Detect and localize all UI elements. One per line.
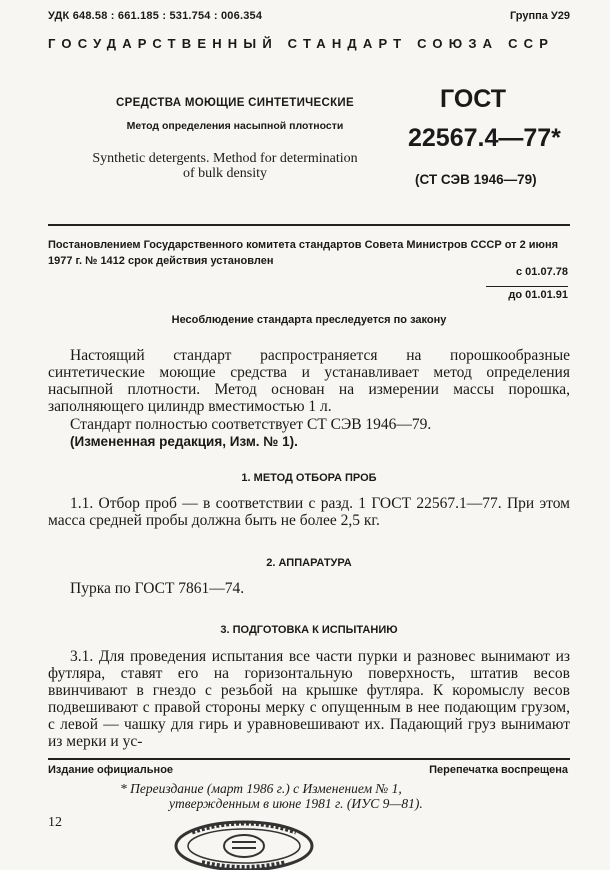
group-code: Группа У29	[509, 10, 570, 22]
effective-from-date: с 01.07.78	[516, 266, 568, 278]
amendment-note-text: (Измененная редакция, Изм. № 1).	[70, 434, 298, 449]
legal-warning: Несоблюдение стандарта преследуется по закону	[171, 314, 447, 326]
header-divider	[48, 224, 570, 226]
intro-paragraph-text: Настоящий стандарт распространяется на порошкообразные синтетические моющие средства и устанавливает метод определения насыпной плотности. Метод основан на измерении массы порошка, заполняющего цилиндр вместимостью 1 л.	[48, 347, 570, 415]
resolution-text: Постановлением Государственного комитета стандартов Совета Министров СССР от 2 июня 1977 г. № 1412 срок действия установлен	[48, 239, 559, 267]
official-edition-label: Издание официальное	[48, 764, 174, 776]
intro-paragraph	[48, 347, 570, 415]
effective-to-date: до 01.01.91	[486, 286, 568, 301]
reprint-prohibited-label: Перепечатка воспрещена	[429, 764, 568, 776]
compliance-paragraph	[48, 416, 570, 433]
section-2-text: Пурка по ГОСТ 7861—74.	[70, 580, 245, 597]
section-3-paragraph	[48, 648, 570, 750]
udk-code: УДК 648.58 : 661.185 : 531.754 : 006.354	[48, 10, 263, 22]
section-3-text: 3.1. Для проведения испытания все части пурки и разновес вынимают из футляра, ставят его на горизонтальную поверхность, штатив весов ввинчивают в гнездо с резьбой на крышке футляра. К коромыслу весов подвешивают с правой стороны мерку с опущенным в нее подающим грузом, с левой — чашку для гирь и уравновешивают их. Падающий груз вынимают из мерки и ус-	[48, 648, 570, 750]
section-2-paragraph	[48, 580, 570, 597]
section-1-text: 1.1. Отбор проб — в соответствии с разд. 1 ГОСТ 22567.1—77. При этом масса средней пробы должна быть не более 2,5 кг.	[48, 495, 570, 529]
state-standard-banner: ГОСУДАРСТВЕННЫЙ СТАНДАРТ СОЮЗА ССР	[48, 36, 555, 51]
title-en-line-2: of bulk density	[183, 166, 267, 181]
section-1-heading: 1. МЕТОД ОТБОРА ПРОБ	[241, 472, 377, 484]
reissue-line-2: утвержденным в июне 1981 г. (ИУС 9—81).	[169, 796, 423, 811]
sev-reference: (СТ СЭВ 1946—79)	[415, 172, 537, 187]
gost-label: ГОСТ	[440, 85, 506, 113]
library-stamp-icon	[172, 810, 317, 870]
compliance-paragraph-text: Стандарт полностью соответствует СТ СЭВ 1946—79.	[70, 416, 432, 433]
title-en-line-1: Synthetic detergents. Method for determination	[92, 151, 358, 166]
document-title-en	[75, 151, 375, 181]
document-title-ru: СРЕДСТВА МОЮЩИЕ СИНТЕТИЧЕСКИЕ	[116, 97, 354, 109]
document-subtitle-ru: Метод определения насыпной плотности	[126, 120, 344, 132]
gost-number: 22567.4—77*	[408, 124, 561, 152]
section-3-heading: 3. ПОДГОТОВКА К ИСПЫТАНИЮ	[220, 624, 398, 636]
reissue-line-1: * Переиздание (март 1986 г.) с Изменением № 1,	[120, 781, 402, 796]
section-2-heading: 2. АППАРАТУРА	[266, 557, 352, 569]
page-number: 12	[48, 815, 62, 830]
section-1-paragraph	[48, 495, 570, 529]
footer-divider	[48, 758, 570, 760]
reissue-note	[120, 781, 520, 811]
amendment-note	[48, 433, 570, 450]
